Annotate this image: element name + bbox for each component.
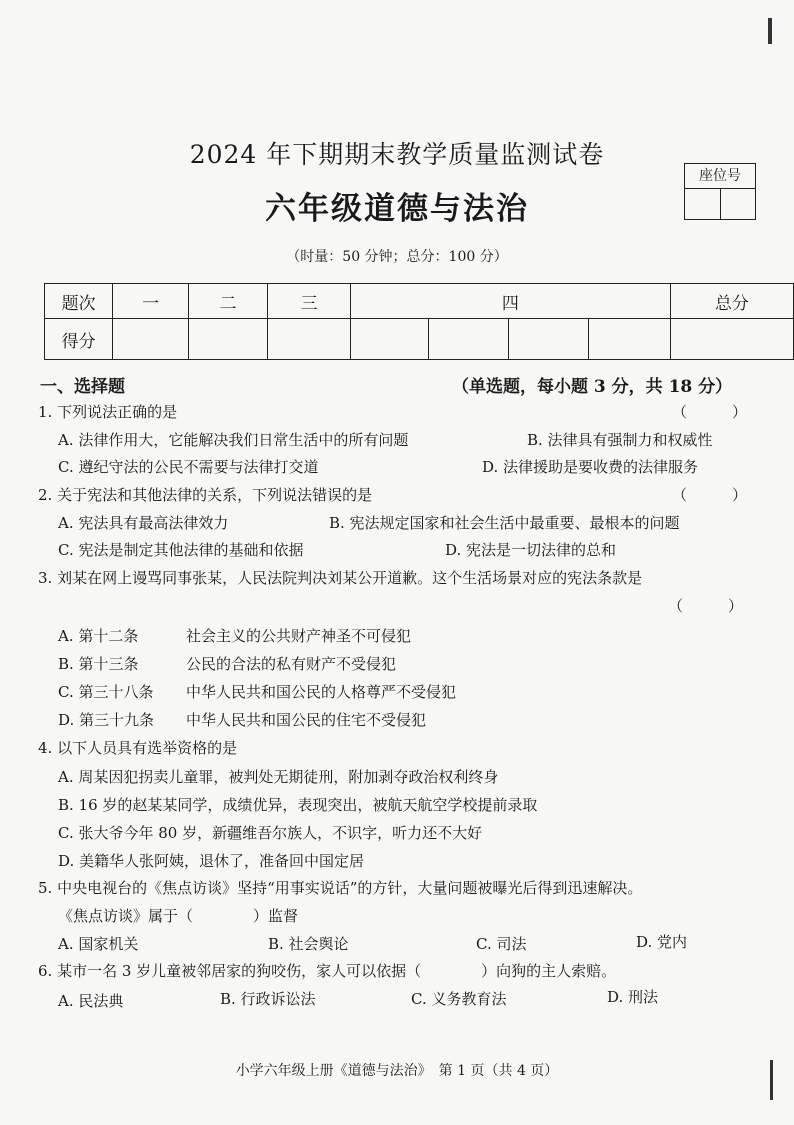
option-c: C. 张大爷今年 80 岁，新疆维吾尔族人，不识字，听力还不大好 [58,824,483,842]
score-table-cell [509,319,589,360]
option-a: A. 法律作用大，它能解决我们日常生活中的所有问题 [58,431,409,449]
score-table-cell [188,319,267,360]
section-note: （单选题，每小题 3 分，共 18 分） [452,377,733,397]
seat-number-box [684,163,756,220]
option-a: A. 宪法具有最高法律效力 [58,514,229,532]
question-stem: 6. 某市一名 3 岁儿童被邻居家的狗咬伤，家人可以依据（ ）向狗的主人索赔。 [38,962,617,980]
option-a-text: 社会主义的公共财产神圣不可侵犯 [186,627,412,645]
option-c-label: C. 第三十八条 [58,683,154,701]
option-a: A. 国家机关 [58,935,139,953]
option-a-label: A. 第十二条 [58,627,139,645]
question-stem: 1. 下列说法正确的是 [38,403,178,421]
score-table-cell [670,319,793,360]
scan-mark [770,1060,773,1100]
score-table-cell: 二 [188,284,267,319]
option-b: B. 法律具有强制力和权威性 [527,431,713,449]
option-d: D. 党内 [636,933,688,951]
option-d-text: 中华人民共和国公民的住宅不受侵犯 [186,711,427,729]
seat-number-cells [685,189,755,219]
answer-paren: （ ） [672,403,748,421]
option-d-label: D. 第三十九条 [58,711,155,729]
question-stem-continued: 《焦点访谈》属于（ ）监督 [58,907,299,925]
question-stem: 4. 以下人员具有选举资格的是 [38,739,238,757]
exam-meta: （时量：50 分钟；总分：100 分） [286,249,508,265]
score-table-cell: 得分 [45,319,113,360]
option-b-text: 公民的合法的私有财产不受侵犯 [186,655,397,673]
page-footer: 小学六年级上册《道德与法治》 第 1 页（共 4 页） [235,1063,559,1079]
seat-cell [721,189,756,219]
score-table-cell: 总分 [670,284,793,319]
scan-mark [768,18,772,44]
seat-cell [685,189,721,219]
option-b-label: B. 第十三条 [58,655,139,673]
score-table-cell: 一 [113,284,189,319]
question-stem: 3. 刘某在网上谩骂同事张某，人民法院判决刘某公开道歉。这个生活场景对应的宪法条款是 [38,569,643,587]
option-b: B. 宪法规定国家和社会生活中最重要、最根本的问题 [329,514,680,532]
option-d: D. 法律援助是要收费的法律服务 [482,458,699,476]
answer-paren: （ ） [668,597,744,615]
score-table-cell [113,319,189,360]
option-a: A. 民法典 [58,992,124,1010]
option-a: A. 周某因犯拐卖儿童罪，被判处无期徒刑，附加剥夺政治权利终身 [58,768,499,786]
score-table-header-row [45,284,794,319]
score-table-cell: 四 [351,284,671,319]
option-c: C. 义务教育法 [411,990,507,1008]
option-b: B. 行政诉讼法 [220,990,316,1008]
score-table [44,283,794,360]
option-c: C. 宪法是制定其他法律的基础和依据 [58,541,304,559]
score-table-cell [351,319,429,360]
score-table-cell: 三 [268,284,351,319]
score-table-cell [268,319,351,360]
option-c-text: 中华人民共和国公民的人格尊严不受侵犯 [186,683,457,701]
score-table-cell: 题次 [45,284,113,319]
section-heading: 一、选择题 [40,377,125,397]
option-b: B. 社会舆论 [268,935,349,953]
option-b: B. 16 岁的赵某某同学，成绩优异，表现突出，被航天航空学校提前录取 [58,796,538,814]
score-table-cell [589,319,671,360]
seat-number-label: 座位号 [685,164,755,189]
subject-title: 六年级道德与法治 [265,191,529,227]
option-d: D. 美籍华人张阿姨，退休了，准备回中国定居 [58,852,365,870]
option-d: D. 刑法 [607,988,659,1006]
score-table-cell [429,319,509,360]
question-stem: 5. 中央电视台的《焦点访谈》坚持“用事实说话”的方针，大量问题被曝光后得到迅速解决。 [38,879,643,897]
option-c: C. 司法 [476,935,527,953]
exam-title: 2024 年下期期末教学质量监测试卷 [189,140,605,169]
option-d: D. 宪法是一切法律的总和 [445,541,617,559]
question-stem: 2. 关于宪法和其他法律的关系，下列说法错误的是 [38,486,373,504]
score-table-score-row [45,319,794,360]
answer-paren: （ ） [672,486,748,504]
option-c: C. 遵纪守法的公民不需要与法律打交道 [58,458,319,476]
